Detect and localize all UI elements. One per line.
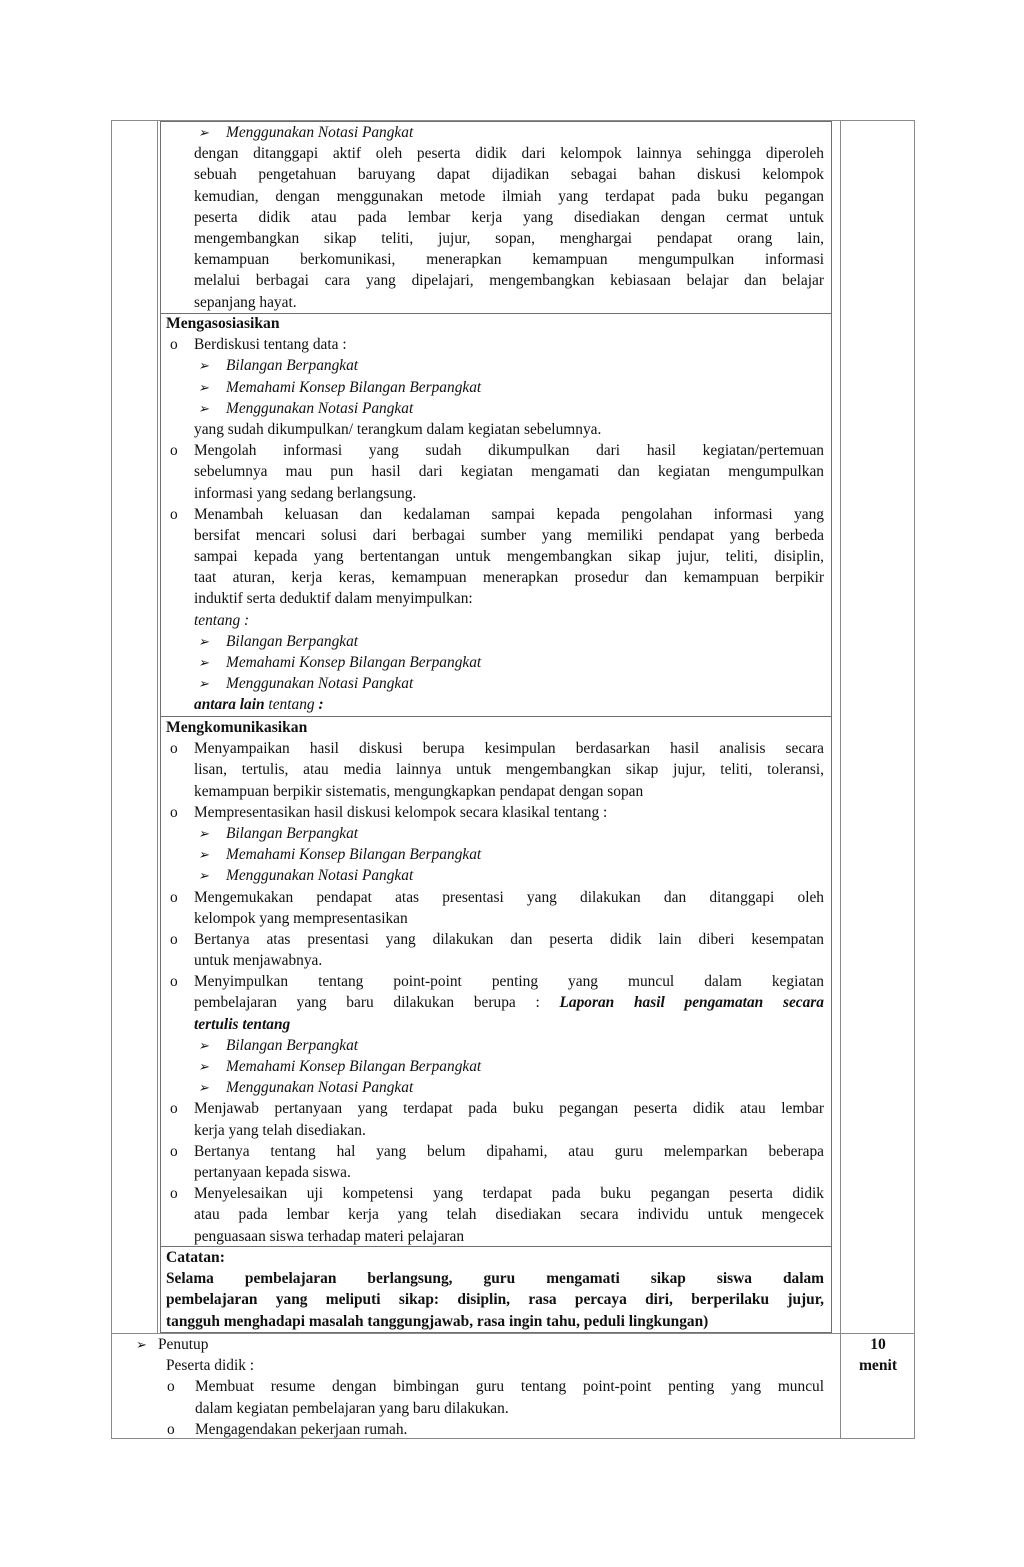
paragraph-line: sebuah pengetahuan baruyang dapat dijadikan sebagai bahan diskusi kelompok (194, 166, 824, 184)
paragraph-line: tertulis tentang (194, 1015, 291, 1033)
paragraph-line: sampai kepada yang bertentangan untuk mengembangkan sikap jujur, teliti, disiplin, (194, 548, 824, 566)
circle-bullet-icon: o (170, 973, 178, 991)
col-divider-middle (840, 120, 841, 1439)
list-item: o Menyelesaikan uji kompetensi yang terdapat pada buku pegangan peserta didik (166, 1183, 824, 1204)
paragraph-line: bersifat mencari solusi dari berbagai sumber yang memiliki pendapat yang berbeda (194, 526, 824, 544)
col-divider-left (157, 120, 158, 1333)
paragraph-line: pembelajaran yang baru dilakukan berupa : Laporan hasil pengamatan secara (194, 994, 824, 1012)
paragraph-line: kelompok yang mempresentasikan (194, 909, 408, 927)
mengkomunikasikan-section (166, 717, 824, 1247)
topic-bullet: ➢ Menggunakan Notasi Pangkat (166, 398, 824, 419)
circle-bullet-icon: o (170, 442, 178, 460)
circle-bullet-icon: o (170, 930, 178, 948)
paragraph-line: antara lain tentang : (194, 696, 324, 714)
topic-bullet: ➢ Bilangan Berpangkat (166, 823, 824, 844)
paragraph-line: kerja yang telah disediakan. (194, 1121, 366, 1139)
arrow-bullet-icon: ➢ (198, 1037, 209, 1053)
circle-bullet-icon: o (170, 1185, 178, 1203)
mengasosiasikan-section (166, 313, 824, 716)
topic-bullet: ➢ Menggunakan Notasi Pangkat (166, 122, 824, 143)
list-item: o Mengolah informasi yang sudah dikumpulkan dari hasil kegiatan/pertemuan (166, 440, 824, 461)
catatan-line: pembelajaran yang meliputi sikap: disiplin, rasa percaya diri, berperilaku jujur, (166, 1291, 824, 1309)
paragraph-line: sebelumnya mau pun hasil dari kegiatan mengamati dan kegiatan mengumpulkan (194, 463, 824, 481)
arrow-bullet-icon: ➢ (198, 1059, 209, 1074)
topic-bullet: ➢ Memahami Konsep Bilangan Berpangkat (166, 844, 824, 865)
paragraph-line: dengan ditanggapi aktif oleh peserta didik dari kelompok lainnya sehingga diperoleh (194, 145, 824, 163)
paragraph-line: peserta didik atau pada lembar kerja yang disediakan dengan cermat untuk (194, 208, 824, 226)
topic-bullet: ➢ Memahami Konsep Bilangan Berpangkat (166, 652, 824, 673)
arrow-bullet-icon: ➢ (198, 633, 209, 649)
paragraph-line: yang sudah dikumpulkan/ terangkum dalam kegiatan sebelumnya. (194, 420, 602, 438)
topic-bullet: ➢ Bilangan Berpangkat (166, 355, 824, 376)
penutup-title: ➢ Penutup (136, 1334, 824, 1355)
circle-bullet-icon: o (170, 505, 178, 523)
list-item: o Menyimpulkan tentang point-point penting yang muncul dalam kegiatan (166, 971, 824, 992)
penutup-section (136, 1334, 824, 1440)
catatan-line: tangguh menghadapi masalah tanggungjawab, rasa ingin tahu, peduli lingkungan) (166, 1312, 709, 1330)
list-item: o Menyampaikan hasil diskusi berupa kesimpulan berdasarkan hasil analisis secara (166, 738, 824, 759)
paragraph-line: sepanjang hayat. (194, 293, 297, 311)
topic-bullet: ➢ Memahami Konsep Bilangan Berpangkat (166, 377, 824, 398)
list-item: o Mengagendakan pekerjaan rumah. (136, 1419, 824, 1440)
penutup-subtitle: Peserta didik : (166, 1357, 255, 1375)
circle-bullet-icon: o (170, 803, 178, 821)
list-item: o Menjawab pertanyaan yang terdapat pada buku pegangan peserta didik atau lembar (166, 1098, 824, 1119)
top-section (166, 122, 824, 313)
list-item: o Mengemukakan pendapat atas presentasi yang dilakukan dan ditanggapi oleh (166, 887, 824, 908)
circle-bullet-icon: o (170, 1142, 178, 1160)
catatan-section (166, 1247, 824, 1332)
topic-bullet: ➢ Menggunakan Notasi Pangkat (166, 673, 824, 694)
arrow-bullet-icon: ➢ (198, 868, 209, 884)
topic-bullet: ➢ Bilangan Berpangkat (166, 1035, 824, 1056)
outer-border-right (914, 120, 915, 1439)
list-item: o Mempresentasikan hasil diskusi kelompok secara klasikal tentang : (166, 802, 824, 823)
catatan-line: Selama pembelajaran berlangsung, guru mengamati sikap siswa dalam (166, 1270, 824, 1288)
topic-bullet: ➢ Bilangan Berpangkat (166, 631, 824, 652)
list-item: o Bertanya tentang hal yang belum dipahami, atau guru melemparkan beberapa (166, 1141, 824, 1162)
paragraph-line: dalam kegiatan pembelajaran yang baru dilakukan. (195, 1399, 509, 1417)
paragraph-line: penguasaan siswa terhadap materi pelajaran (194, 1227, 465, 1245)
circle-bullet-icon: o (170, 336, 178, 354)
topic-bullet: ➢ Menggunakan Notasi Pangkat (166, 1077, 824, 1098)
arrow-bullet-icon: ➢ (198, 1080, 209, 1096)
list-item: o Menambah keluasan dan kedalaman sampai kepada pengolahan informasi yang (166, 504, 824, 525)
paragraph-line: mengembangkan sikap teliti, jujur, sopan, menghargai pendapat orang lain, (194, 229, 824, 247)
topic-bullet: ➢ Memahami Konsep Bilangan Berpangkat (166, 1056, 824, 1077)
list-item: o Bertanya atas presentasi yang dilakukan dan peserta didik lain diberi kesempatan (166, 929, 824, 950)
paragraph-line: melalui berbagai cara yang dipelajari, mengembangkan kebiasaan belajar dan belajar (194, 272, 824, 290)
paragraph-line: kemudian, dengan menggunakan metode ilmiah yang terdapat pada buku pegangan (194, 187, 824, 205)
paragraph-line: atau pada lembar kerja yang telah disediakan secara individu untuk mengecek (194, 1206, 824, 1224)
circle-bullet-icon: o (170, 888, 178, 906)
arrow-bullet-icon: ➢ (198, 379, 209, 395)
paragraph-line: kemampuan berpikir sistematis, mengungkapkan pendapat dengan sopan (194, 782, 644, 800)
arrow-bullet-icon: ➢ (198, 125, 209, 140)
time-unit: menit (858, 1357, 898, 1375)
arrow-bullet-icon: ➢ (198, 825, 209, 841)
circle-bullet-icon: o (167, 1378, 175, 1396)
arrow-bullet-icon: ➢ (198, 400, 209, 416)
paragraph-line: lisan, tertulis, atau media lainnya untuk mengembangkan sikap jujur, teliti, toleransi, (194, 761, 824, 779)
list-item: o Berdiskusi tentang data : (166, 334, 824, 355)
paragraph-line: pertanyaan kepada siswa. (194, 1163, 351, 1181)
mengkomunikasikan-heading: Mengkomunikasikan (166, 719, 308, 736)
paragraph-line: induktif serta deduktif dalam menyimpulkan: (194, 590, 473, 608)
time-value: 10 (870, 1336, 886, 1353)
catatan-heading: Catatan: (166, 1249, 225, 1266)
paragraph-line: taat aturan, kerja keras, kemampuan menerapkan prosedur dan kemampuan berpikir (194, 569, 824, 587)
arrow-bullet-icon: ➢ (136, 1337, 147, 1352)
circle-bullet-icon: o (170, 740, 178, 758)
arrow-bullet-icon: ➢ (198, 847, 209, 863)
circle-bullet-icon: o (167, 1420, 175, 1438)
topic-bullet: ➢ Menggunakan Notasi Pangkat (166, 865, 824, 886)
mengasosiasikan-heading: Mengasosiasikan (166, 315, 280, 332)
paragraph-line: kemampuan berkomunikasi, menerapkan kemampuan mengumpulkan informasi (194, 251, 824, 269)
arrow-bullet-icon: ➢ (198, 358, 209, 374)
circle-bullet-icon: o (170, 1100, 178, 1118)
time-allocation (842, 1334, 914, 1376)
list-item: o Membuat resume dengan bimbingan guru tentang point-point penting yang muncul (136, 1376, 824, 1397)
arrow-bullet-icon: ➢ (198, 655, 209, 670)
paragraph-line: tentang : (194, 611, 250, 629)
paragraph-line: informasi yang sedang berlangsung. (194, 484, 417, 502)
outer-border-left (111, 120, 112, 1439)
paragraph-line: untuk menjawabnya. (194, 952, 323, 970)
arrow-bullet-icon: ➢ (198, 676, 209, 692)
